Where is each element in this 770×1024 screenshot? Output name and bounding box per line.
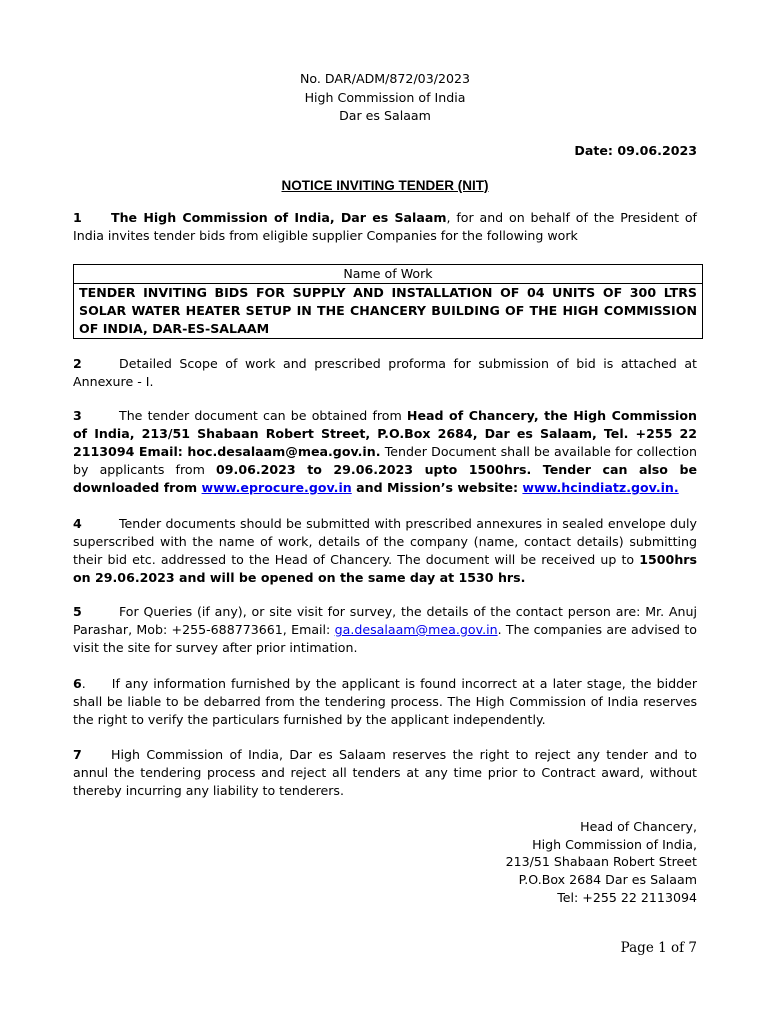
paragraph-4 xyxy=(73,515,697,587)
table-row xyxy=(74,284,703,339)
document-date: Date: 09.06.2023 xyxy=(574,143,697,158)
paragraph-text: High Commission of India, Dar es Salaam reserves the right to reject any tender and to annul the tendering process and reject all tenders at any time prior to Contract award, without thereby incurring any liability to tenderers. xyxy=(73,747,697,798)
table-row xyxy=(74,265,703,284)
letter-header xyxy=(0,70,770,126)
reference-number: No. DAR/ADM/872/03/2023 xyxy=(299,71,470,86)
contact-email-link[interactable]: ga.desalaam@mea.gov.in xyxy=(334,622,498,637)
paragraph-number: 1 xyxy=(73,210,82,225)
signature-line: Head of Chancery, xyxy=(580,819,697,834)
paragraph-bold-text: The High Commission of India, Dar es Salaam xyxy=(111,210,447,225)
paragraph-text: For Queries (if any), or site visit for survey, the details of the contact person are: Mr. Anuj Parashar, Mob: +255-688773661, Email: xyxy=(73,604,697,637)
paragraph-text: . The companies are advised to visit the site for survey after prior intimation. xyxy=(73,622,697,655)
paragraph-bold-text: 1500hrs on 29.06.2023 and will be opened on the same day at 1530 hrs. xyxy=(73,552,697,585)
paragraph-6 xyxy=(73,675,697,729)
paragraph-text: Tender Document shall be available for collection by applicants from xyxy=(73,444,697,477)
paragraph-5 xyxy=(73,603,697,657)
mission-website-link[interactable]: www.hcindiatz.gov.in. xyxy=(522,480,679,495)
paragraph-number: 2 xyxy=(73,356,82,371)
paragraph-text: Detailed Scope of work and prescribed proforma for submission of bid is attached at Annexure - I. xyxy=(73,356,697,389)
eprocure-link[interactable]: www.eprocure.gov.in xyxy=(201,480,352,495)
page-title: NOTICE INVITING TENDER (NIT) xyxy=(281,178,489,193)
organization-city: Dar es Salaam xyxy=(339,108,431,123)
paragraph-number: 4 xyxy=(73,516,82,531)
paragraph-2 xyxy=(73,355,697,391)
paragraph-number: 5 xyxy=(73,604,82,619)
paragraph-number: 3 xyxy=(73,408,82,423)
signature-line: Tel: +255 22 2113094 xyxy=(557,889,697,905)
paragraph-7 xyxy=(73,746,697,800)
table-header-cell: Name of Work xyxy=(74,265,703,284)
signature-block xyxy=(506,818,697,907)
signature-line: P.O.Box 2684 Dar es Salaam xyxy=(518,872,697,888)
work-table xyxy=(73,264,703,339)
table-body-cell: TENDER INVITING BIDS FOR SUPPLY AND INSTALLATION OF 04 UNITS OF 300 LTRS SOLAR WATER HEATER SETUP IN THE CHANCERY BUILDING OF THE HIGH COMMISSION OF INDIA, DAR-ES-SALAAM xyxy=(74,284,703,339)
paragraph-text: If any information furnished by the applicant is found incorrect at a later stage, the bidder shall be liable to be debarred from the tendering process. The High Commission of India reserves the right to verify the particulars furnished by the applicant independently. xyxy=(73,676,697,727)
paragraph-bold-text: 09.06.2023 to 29.06.2023 upto 1500hrs. Tender can also be downloaded from xyxy=(73,462,698,495)
paragraph-3 xyxy=(73,407,697,497)
paragraph-text: The tender document can be obtained from xyxy=(119,408,407,423)
paragraph-number: 6 xyxy=(73,676,82,691)
paragraph-1 xyxy=(73,209,697,245)
paragraph-text: , for and on behalf of the President of India invites tender bids from eligible supplier Companies for the following work xyxy=(73,210,697,243)
signature-line: High Commission of India, xyxy=(532,836,697,852)
paragraph-number: 7 xyxy=(73,747,82,762)
organization-name: High Commission of India xyxy=(304,89,466,105)
paragraph-number-dot: . xyxy=(81,676,86,691)
paragraph-bold-text: and Mission’s website: xyxy=(351,480,523,495)
paragraph-bold-text: Head of Chancery, the High Commission of India, 213/51 Shabaan Robert Street, P.O.Box 2684, Dar es Salaam, Tel. +255 22 2113094 Email: hoc.desalaam@mea.gov.in. xyxy=(73,408,697,459)
page-number: Page 1 of 7 xyxy=(620,940,697,956)
paragraph-text: Tender documents should be submitted with prescribed annexures in sealed envelope duly superscribed with the name of work, details of the company (name, contact details) submitting their bid etc. addressed to the Head of Chancery. The document will be received up to xyxy=(73,516,697,567)
signature-line: 213/51 Shabaan Robert Street xyxy=(505,854,697,870)
